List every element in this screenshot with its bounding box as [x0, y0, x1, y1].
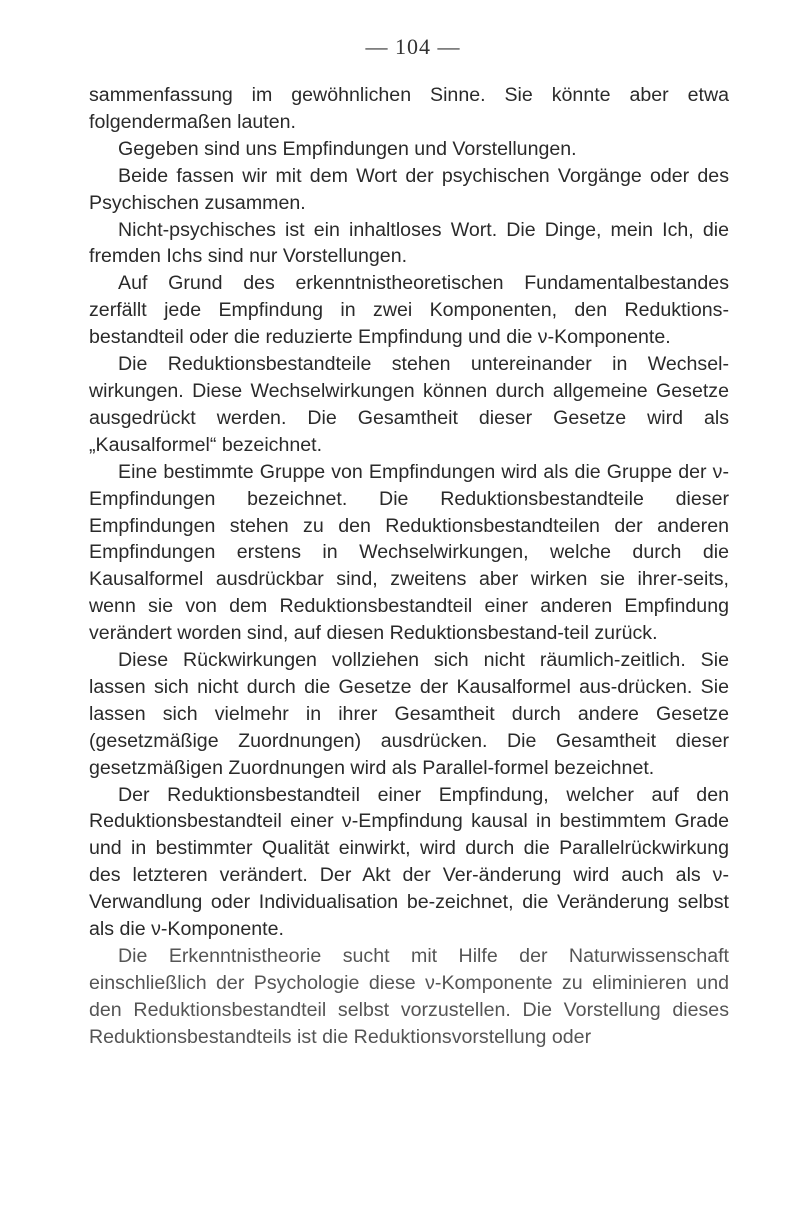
body-text — [89, 82, 729, 1051]
paragraph: Gegeben sind uns Empfindungen und Vorstellungen. — [118, 137, 577, 160]
paragraph: Nicht-psychisches ist ein inhaltloses Wort. Die Dinge, mein Ich, die fremden Ichs sind nur Vorstellungen. — [89, 218, 729, 268]
paragraph: Die Reduktionsbestandteile stehen untereinander in Wechsel-wirkungen. Diese Wechselwirkungen können durch allgemeine Gesetze ausgedrückt werden. Die Gesamtheit dieser Gesetze wird als „Kausalformel“ bezeichnet. — [89, 353, 729, 456]
page-number: — 104 — — [365, 34, 461, 59]
paragraph: Auf Grund des erkenntnistheoretischen Fundamentalbestandes zerfällt jede Empfindung in zwei Komponenten, den Reduktions-bestandteil oder die reduzierte Empfindung und die ν-Komponente. — [89, 272, 729, 349]
paragraph: Eine bestimmte Gruppe von Empfindungen wird als die Gruppe der ν-Empfindungen bezeichnet. Die Reduktionsbestandteile dieser Empfindungen stehen zu den Reduktionsbestandteilen der anderen Empfindungen erstens in Wechselwirkungen, welche durch die Kausalformel ausdrückbar sind, zweitens aber wirken sie ihrer-seits, wenn sie von dem Reduktionsbestandteil einer anderen Empfindung verändert worden sind, auf diesen Reduktionsbestand-teil zurück. — [89, 460, 729, 645]
paragraph: sammenfassung im gewöhnlichen Sinne. Sie könnte aber etwa folgendermaßen lauten. — [89, 84, 729, 133]
paragraph: Beide fassen wir mit dem Wort der psychischen Vorgänge oder des Psychischen zusammen. — [89, 164, 729, 214]
paragraph: Der Reduktionsbestandteil einer Empfindung, welcher auf den Reduktionsbestandteil einer ν-Empfindung kausal in bestimmtem Grade und in bestimmter Qualität einwirkt, wird durch die Parallelrückwirkung des letzteren verändert. Der Akt der Ver-änderung wird auch als ν-Verwandlung oder Individualisation be-zeichnet, die Veränderung selbst als die ν-Komponente. — [89, 783, 729, 941]
paragraph: Diese Rückwirkungen vollziehen sich nicht räumlich-zeitlich. Sie lassen sich nicht durch die Gesetze der Kausalformel aus-drücken. Sie lassen sich vielmehr in ihrer Gesamtheit durch andere Gesetze (gesetzmäßige Zuordnungen) ausdrücken. Die Gesamtheit dieser gesetzmäßigen Zuordnungen wird als Parallel-formel bezeichnet. — [89, 649, 729, 779]
paragraph: Die Erkenntnistheorie sucht mit Hilfe der Naturwissenschaft einschließlich der Psychologie diese ν-Komponente zu eliminieren und den Reduktionsbestandteil selbst vorzustellen. Die Vorstellung dieses Reduktionsbestandteils ist die Reduktionsvorstellung oder — [89, 945, 729, 1048]
book-page — [89, 34, 729, 1051]
